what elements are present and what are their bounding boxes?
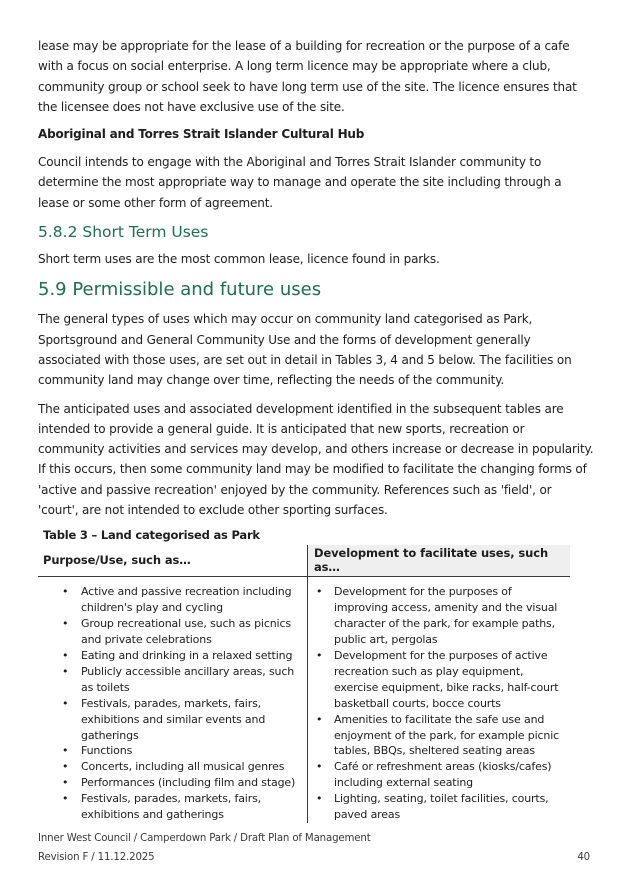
bullet-icon: •	[62, 648, 69, 662]
paragraph-short-term-uses: Short term uses are the most common lease, licence found in parks.	[38, 252, 440, 267]
list-item-text: Development for the purposes of active recreation such as play equipment, exercise equipment, bike racks, half-court basketball courts, bocce courts	[334, 648, 559, 710]
list-item-text: Development for the purposes of improving access, amenity and the visual character of the park, for example paths, public art, pergolas	[334, 585, 558, 647]
list-item-text: Publicly accessible ancillary areas, such as toilets	[81, 664, 295, 694]
list-item	[314, 648, 564, 712]
list-item	[44, 696, 301, 744]
bullet-icon: •	[62, 760, 69, 774]
list-item	[314, 712, 564, 760]
bullet-icon: •	[62, 696, 69, 710]
bullet-icon: •	[316, 585, 323, 599]
page-content	[38, 36, 594, 823]
bullet-icon: •	[62, 664, 69, 678]
list-item-text: Café or refreshment areas (kiosks/cafes) including external seating	[334, 760, 552, 790]
list-item-text: Eating and drinking in a relaxed setting	[81, 648, 293, 662]
paragraph-lease-continued: lease may be appropriate for the lease of a building for recreation or the purpose of a cafe with a focus on social enterprise. A long term licence may be appropriate where a club, community group or school seek to have long term use of the site. The licence ensures that the licensee does not have exclusive use of the site.	[38, 39, 577, 114]
page-number: 40	[577, 852, 590, 863]
list-item	[44, 664, 301, 696]
land-park-table	[38, 545, 570, 823]
list-item-text: Lighting, seating, toilet facilities, courts, paved areas	[334, 792, 549, 822]
footer-revision	[38, 852, 590, 863]
heading-permissible-uses: 5.9 Permissible and future uses	[38, 279, 322, 301]
table-row	[38, 577, 570, 823]
bullet-icon: •	[62, 744, 69, 758]
bullet-icon: •	[62, 792, 69, 806]
development-cell	[308, 577, 571, 823]
list-item-text: Festivals, parades, markets, fairs, exhibitions and gatherings	[81, 792, 262, 822]
list-item-text: Group recreational use, such as picnics and private celebrations	[81, 617, 291, 647]
list-item	[314, 759, 564, 791]
revision-text: Revision F / 11.12.2025	[38, 852, 155, 863]
column-header-development: Development to facilitate uses, such as…	[308, 545, 571, 577]
list-item-text: Festivals, parades, markets, fairs, exhibitions and similar events and gatherings	[81, 696, 266, 742]
list-item-text: Functions	[81, 744, 133, 758]
list-item-text: Amenities to facilitate the safe use and enjoyment of the park, for example picnic tables, BBQs, sheltered seating areas	[334, 712, 560, 758]
heading-short-term-uses: 5.8.2 Short Term Uses	[38, 223, 209, 242]
bullet-icon: •	[316, 712, 323, 726]
list-item	[44, 791, 301, 823]
list-item	[44, 648, 301, 664]
purpose-cell	[38, 577, 308, 823]
list-item	[44, 743, 301, 759]
purpose-list	[44, 584, 301, 823]
paragraph-cultural-hub: Council intends to engage with the Aboriginal and Torres Strait Islander community to determine the most appropriate way to manage and operate the site including through a lease or some other form of agreement.	[38, 155, 562, 210]
table-caption: Table 3 – Land categorised as Park	[43, 528, 260, 543]
paragraph-permissible-2: The anticipated uses and associated development identified in the subsequent tables are intended to provide a general guide. It is anticipated that new sports, recreation or community activities and services may develop, and others increase or decrease in popularity. If this occurs, then some community land may be modified to facilitate the changing forms of 'active and passive recreation' enjoyed by the community. References such as 'field', or 'court', are not intended to exclude other sporting surfaces.	[38, 401, 594, 518]
subheading-cultural-hub: Aboriginal and Torres Strait Islander Cultural Hub	[38, 127, 365, 142]
list-item	[314, 584, 564, 648]
column-header-purpose: Purpose/Use, such as…	[38, 545, 308, 577]
bullet-icon: •	[316, 760, 323, 774]
list-item	[44, 584, 301, 616]
bullet-icon: •	[62, 617, 69, 631]
list-item	[44, 616, 301, 648]
bullet-icon: •	[62, 776, 69, 790]
list-item-text: Concerts, including all musical genres	[81, 760, 285, 774]
list-item	[314, 791, 564, 823]
development-list	[314, 584, 564, 823]
list-item	[44, 759, 301, 775]
paragraph-permissible-1: The general types of uses which may occur on community land categorised as Park, Sportsground and General Community Use and the forms of development generally associated with those uses, are set out in detail in Tables 3, 4 and 5 below. The facilities on community land may change over time, reflecting the needs of the community.	[38, 312, 572, 388]
bullet-icon: •	[62, 585, 69, 599]
list-item-text: Active and passive recreation including children's play and cycling	[81, 585, 292, 615]
list-item	[44, 775, 301, 791]
bullet-icon: •	[316, 792, 323, 806]
footer-document-title: Inner West Council / Camperdown Park / Draft Plan of Management	[38, 833, 371, 844]
bullet-icon: •	[316, 648, 323, 662]
list-item-text: Performances (including film and stage)	[81, 776, 296, 790]
